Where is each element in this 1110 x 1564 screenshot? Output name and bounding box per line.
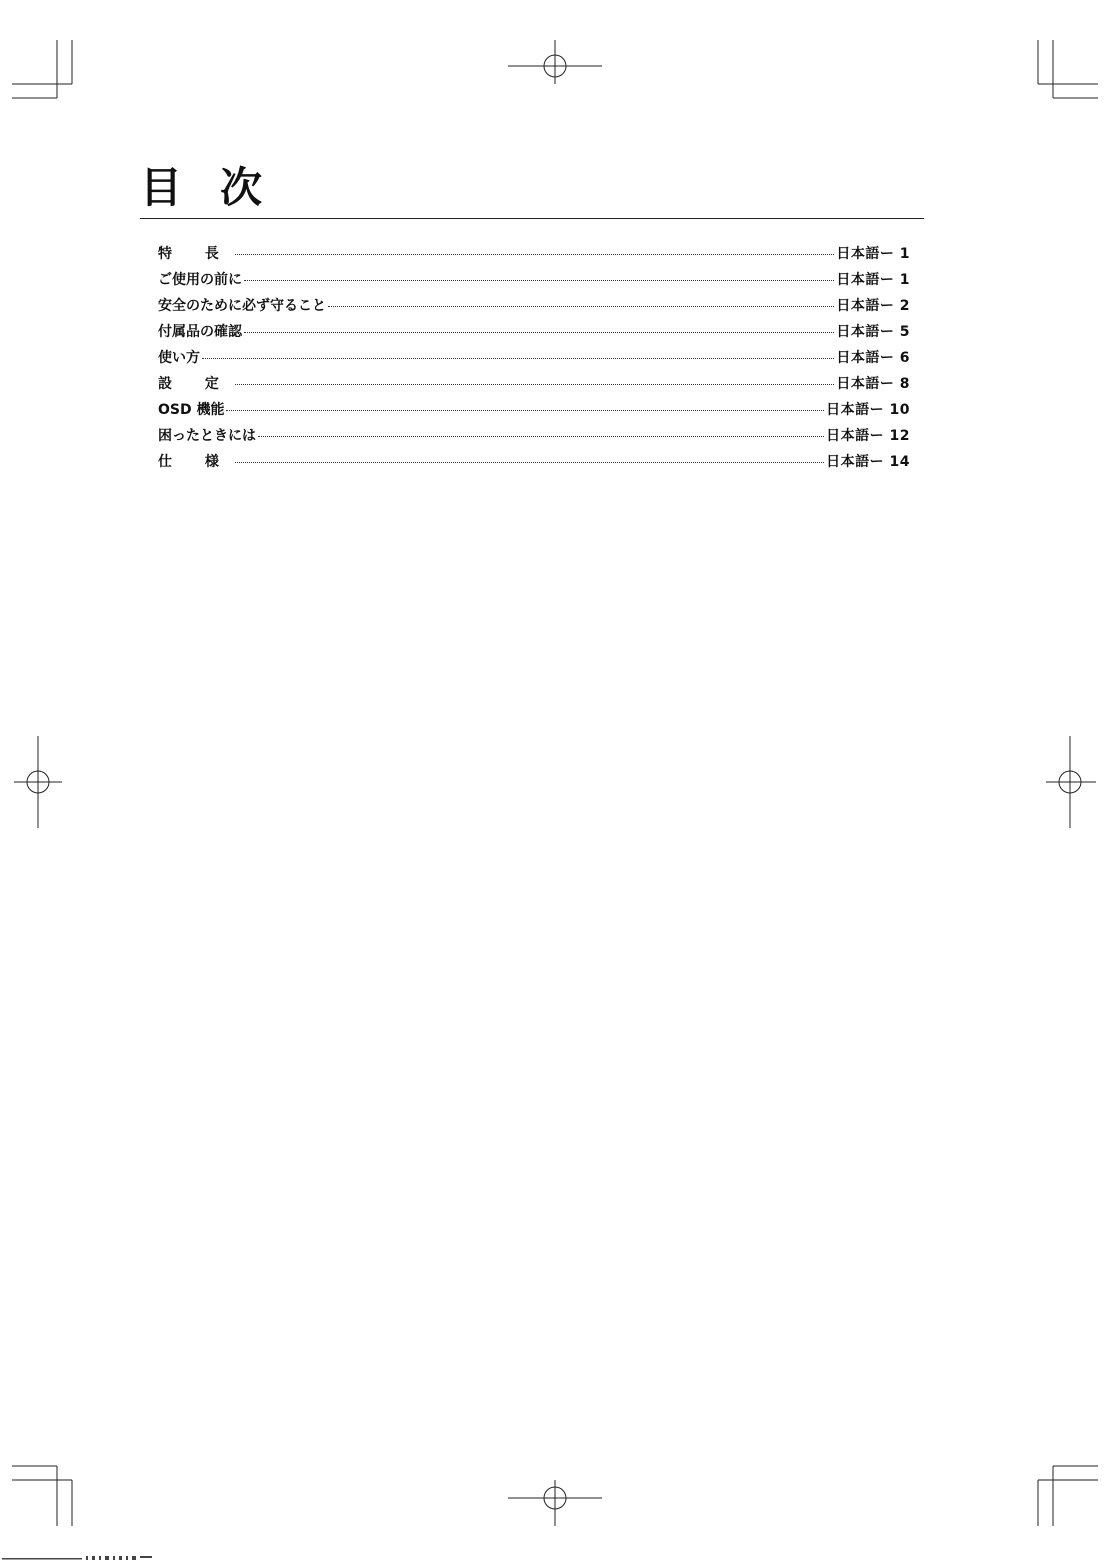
title-underline xyxy=(140,218,924,219)
toc-entry[interactable] xyxy=(158,425,910,451)
toc-entry-page: 日本語ー 14 xyxy=(826,454,910,470)
toc-entry[interactable] xyxy=(158,243,910,269)
toc-entry-label: 設 定 xyxy=(158,376,233,392)
toc-entry-label: 困ったときには xyxy=(158,428,256,444)
table-of-contents xyxy=(158,243,910,477)
toc-entry-page: 日本語ー 6 xyxy=(836,350,910,366)
toc-entry-label: ご使用の前に xyxy=(158,272,242,288)
dot-leader xyxy=(235,384,835,385)
toc-entry[interactable] xyxy=(158,451,910,477)
dot-leader xyxy=(235,462,824,463)
toc-entry-page: 日本語ー 1 xyxy=(836,272,910,288)
dot-leader xyxy=(226,410,824,411)
toc-entry-label: 特 長 xyxy=(158,246,233,262)
toc-entry-page: 日本語ー 1 xyxy=(836,246,910,262)
dot-leader xyxy=(244,332,834,333)
toc-entry-label: OSD 機能 xyxy=(158,402,225,418)
toc-entry-page: 日本語ー 12 xyxy=(826,428,910,444)
toc-entry[interactable] xyxy=(158,399,910,425)
toc-entry[interactable] xyxy=(158,347,910,373)
toc-entry-label: 使い方 xyxy=(158,350,200,366)
dot-leader xyxy=(244,280,834,281)
toc-entry-page: 日本語ー 10 xyxy=(826,402,910,418)
toc-entry[interactable] xyxy=(158,321,910,347)
toc-entry-label: 仕 様 xyxy=(158,454,233,470)
toc-entry[interactable] xyxy=(158,295,910,321)
toc-entry[interactable] xyxy=(158,269,910,295)
toc-entry-page: 日本語ー 2 xyxy=(836,298,910,314)
toc-entry[interactable] xyxy=(158,373,910,399)
dot-leader xyxy=(258,436,824,437)
toc-entry-label: 安全のために必ず守ること xyxy=(158,298,326,314)
dot-leader xyxy=(328,306,834,307)
dot-leader xyxy=(202,358,834,359)
toc-entry-page: 日本語ー 8 xyxy=(836,376,910,392)
toc-entry-page: 日本語ー 5 xyxy=(836,324,910,340)
toc-entry-label: 付属品の確認 xyxy=(158,324,242,340)
dot-leader xyxy=(235,254,835,255)
page-title: 目次 xyxy=(140,163,301,212)
